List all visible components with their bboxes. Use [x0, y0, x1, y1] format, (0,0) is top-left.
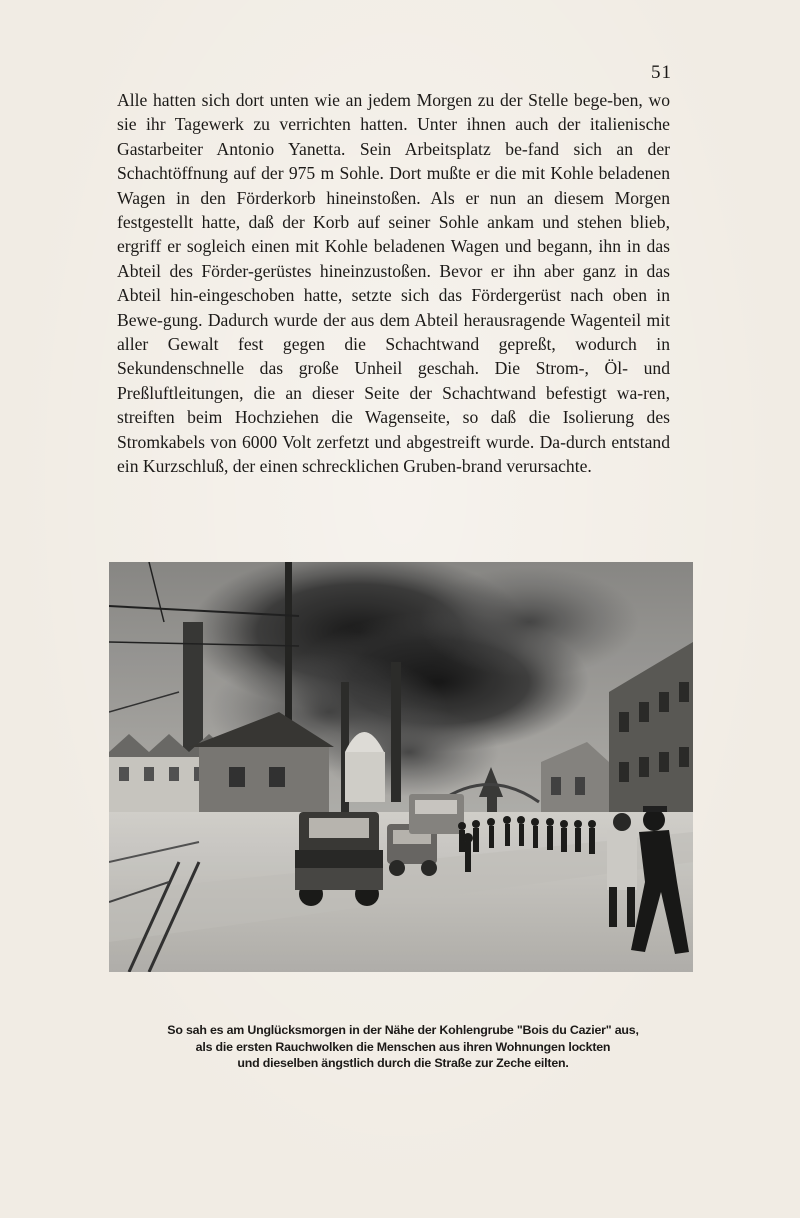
page-number: 51: [651, 62, 672, 83]
caption-line: und dieselben ängstlich durch die Straße zur Zeche eilten.: [237, 1056, 569, 1071]
body-text: [117, 88, 670, 479]
historical-photo: [109, 562, 693, 972]
body-paragraph: Alle hatten sich dort unten wie an jedem Morgen zu der Stelle bege-ben, wo sie ihr Tagewerk zu verrichten hatten. Unter ihnen auch der italienische Gastarbeiter Antonio Yanetta. Sein Arbeitsplatz be-fand sich an der Schachtöffnung auf der 975 m Sohle. Dort mußte er die mit Kohle beladenen Wagen in den Förderkorb hineinstoßen. Als er nun an diesem Morgen festgestellt hatte, daß der Korb auf seiner Sohle ankam und stehen blieb, ergriff er sogleich einen mit Kohle beladenen Wagen und begann, ihn in das Abteil des Förder-gerüstes hineinzustoßen. Bevor er ihn aber ganz in das Abteil hin-eingeschoben hatte, setzte sich das Fördergerüst nach oben in Bewe-gung. Dadurch wurde der aus dem Abteil herausragende Wagenteil mit aller Gewalt fest gegen die Schachtwand gepreßt, wodurch in Sekundenschnelle das große Unheil geschah. Die Strom-, Öl- und Preßluftleitungen, die an dieser Seite der Schachtwand befestigt wa-ren, streiften beim Hochziehen die Wagenseite, so daß die Isolierung des Stromkabels von 6000 Volt zerfetzt und abgestreift wurde. Da-durch entstand ein Kurzschluß, der einen schrecklichen Gruben-brand verursachte.: [117, 90, 670, 477]
photo-caption: [114, 1022, 692, 1072]
caption-line: So sah es am Unglücksmorgen in der Nähe der Kohlengrube "Bois du Cazier" aus,: [167, 1023, 639, 1037]
caption-line: als die ersten Rauchwolken die Menschen aus ihren Wohnungen lockten: [195, 1039, 611, 1054]
